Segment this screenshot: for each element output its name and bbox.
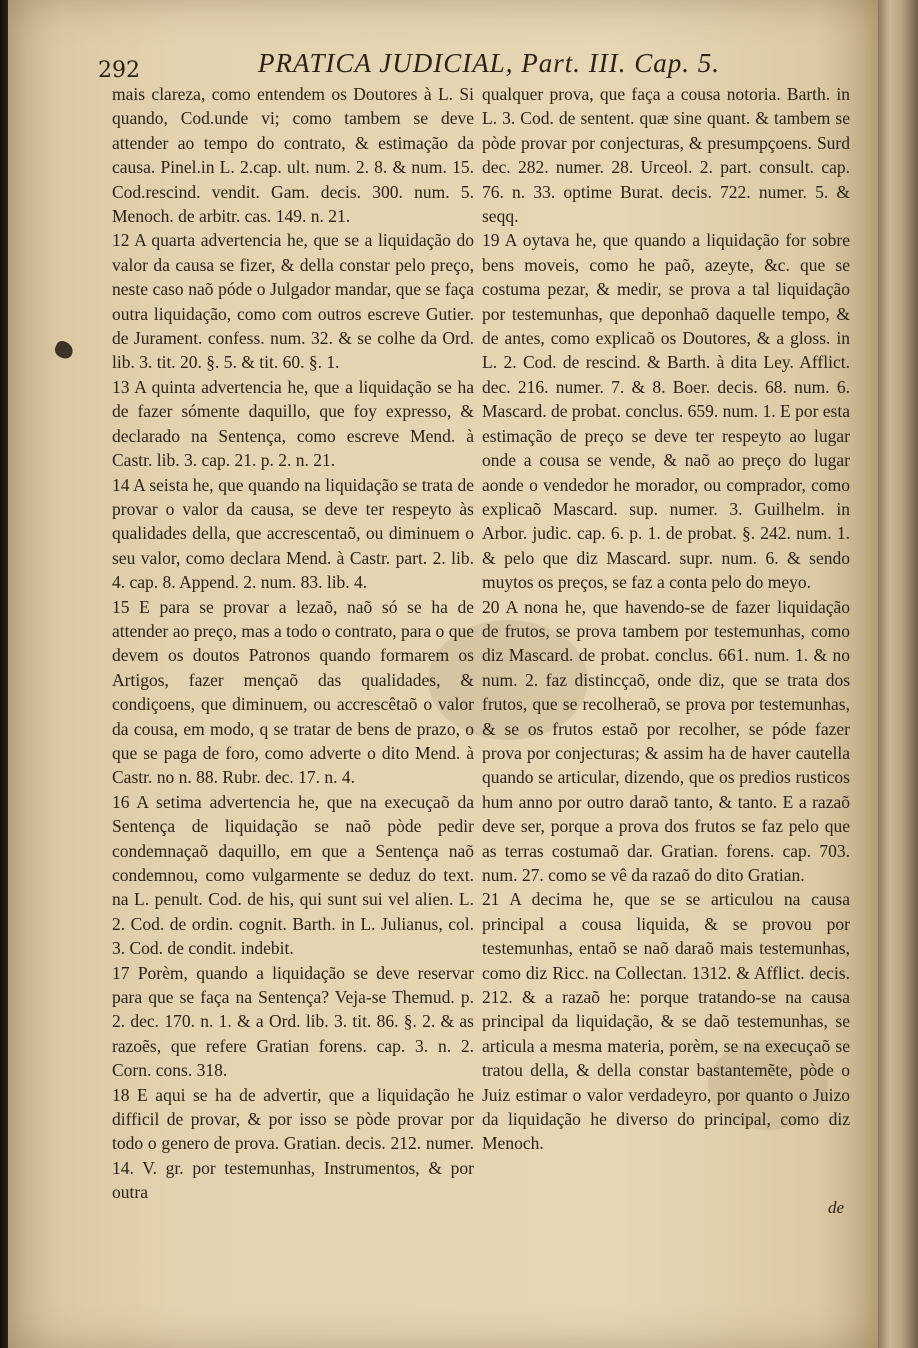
paragraph: 21 A decima he, que se se articulou na causa principal a cousa liquida, & se provou por testemunhas, entaõ se naõ daraõ mais testemunhas, como diz Ricc. na Collectan. 1312. & Afflict. decis. 212. & a razaõ he: porque tratando-se na causa principal da liquidação, & se daõ testemunhas, se articula a mesma materia, porèm, se na execuçaõ se tratou della, & della constar bastantemẽte, pòde o Juiz estimar o valor verdadeyro, por quanto o Juizo da liquidação he diverso do principal, como diz Menoch. xyxy=(482,889,850,1154)
paragraph: 12 A quarta advertencia he, que se a liquidação do valor da causa se fizer, & della constar pelo preço, neste caso naõ póde o Julgador mandar, que se faça outra liquidação, como com outros escreve Gutier. de Jurament. confess. num. 32. & se colhe da Ord. lib. 3. tit. 20. §. 5. & tit. 60. §. 1. xyxy=(112,230,474,373)
page-edge xyxy=(878,0,918,1348)
page-number: 292 xyxy=(98,58,140,83)
right-column xyxy=(482,82,850,1156)
paragraph: 17 Porèm, quando a liquidação se deve reservar para que se faça na Sentença? Veja-se Themud. p. 2. dec. 170. n. 1. & a Ord. lib. 3. tit. 86. §. 2. & as razoẽs, que refere Gratian forens. cap. 3. n. 2. Corn. cons. 318. xyxy=(112,962,474,1081)
paragraph: 19 A oytava he, que quando a liquidação for sobre bens moveis, como he paõ, azeyte, &c. que se costuma pezar, & medir, se prova a tal liquidação por testemunhas, que deponhaõ daquelle tempo, & de antes, como explicaõ os Doutores, & a gloss. in L. 2. Cod. de rescind. & Barth. à dita Ley. Afflict. dec. 216. numer. 7. & 8. Boer. decis. 68. num. 6. Mascard. de probat. conclus. 659. num. 1. E por esta estimação de preço se deve ter respeyto ao lugar onde a cousa se vende, & naõ ao preço do lugar aonde o vendedor he morador, ou comprador, como explicaõ Mascard. sup. numer. 3. Guilhelm. in Arbor. judic. cap. 6. p. 1. de probat. §. 242. num. 1. & pelo que diz Mascard. supr. num. 6. & sendo muytos os preços, se faz a conta pelo do meyo. xyxy=(482,230,850,593)
paragraph: 20 A nona he, que havendo-se de fazer liquidação de frutos, se prova tambem por testemunhas, como diz Mascard. de probat. conclus. 661. num. 1. & no num. 2. faz distincçaõ, onde diz, que se trata dos frutos, que se recolheraõ, se prova por testemunhas, & se os frutos estaõ por recolher, se póde fazer prova por conjecturas; & assim ha de haver cautella quando se articular, dizendo, que os predios rusticos hum anno por outro daraõ tanto, & tanto. E a razaõ deve ser, porque a prova dos frutos se faz pelo que as terras costumaõ dar. Gratian. forens. cap. 703. num. 27. como se vê da razaõ do dito Gratian. xyxy=(482,596,850,885)
paragraph: qualquer prova, que faça a cousa notoria. Barth. in L. 3. Cod. de sentent. quæ sine quant. & tambem se pòde provar por conjecturas, & presumpçoens. Surd dec. 282. numer. 28. Urceol. 2. part. consult. cap. 76. n. 33. optime Burat. decis. 722. numer. 5. & seqq. xyxy=(482,84,850,227)
paragraph: 18 E aqui se ha de advertir, que a liquidação he difficil de provar, & por isso se pòde provar por todo o genero de prova. Gratian. decis. 212. numer. 14. V. gr. por testemunhas, Instrumentos, & por outra xyxy=(112,1084,474,1203)
paragraph: 15 E para se provar a lezaõ, naõ só se ha de attender ao preço, mas a todo o contrato, para o que devem os doutos Patronos quando formarem os Artigos, fazer mençaõ das qualidades, & condiçoens, que diminuem, ou accrescêtaõ o valor da cousa, em modo, q se tratar de bens de prazo, o que se paga de foro, como adverte o dito Mend. à Castr. no n. 88. Rubr. dec. 17. n. 4. xyxy=(112,596,474,788)
paragraph: 16 A setima advertencia he, que na execuçaõ da Sentença de liquidação se naõ pòde pedir condemnaçaõ daquillo, em que a Sentença naõ condemnou, como vulgarmente se deduz do text. na L. penult. Cod. de his, qui sunt sui vel alien. L. 2. Cod. de ordin. cognit. Barth. in L. Julianus, col. 3. Cod. de condit. indebit. xyxy=(112,791,474,959)
running-title: PRATICA JUDICIAL, Part. III. Cap. 5. xyxy=(258,48,720,78)
paragraph: 14 A seista he, que quando na liquidação se trata de provar o valor da causa, se deve ter respeyto às qualidades della, que accrescentaõ, ou diminuem o seu valor, como declara Mend. à Castr. part. 2. lib. 4. cap. 8. Append. 2. num. 83. lib. 4. xyxy=(112,474,474,593)
paragraph: 13 A quinta advertencia he, que a liquidação se ha de fazer sómente daquillo, que foy expresso, & declarado na Sentença, como escreve Mend. à Castr. lib. 3. cap. 21. p. 2. n. 21. xyxy=(112,376,474,471)
paragraph: mais clareza, como entendem os Doutores à L. Si quando, Cod.unde vi; como tambem se deve attender ao tempo do contrato, & estimação da causa. Pinel.in L. 2.cap. ult. num. 2. 8. & num. 15. Cod.rescind. vendit. Gam. decis. 300. num. 5. Menoch. de arbitr. cas. 149. n. 21. xyxy=(112,84,474,227)
catchword: de xyxy=(828,1198,845,1217)
left-column xyxy=(112,82,474,1205)
